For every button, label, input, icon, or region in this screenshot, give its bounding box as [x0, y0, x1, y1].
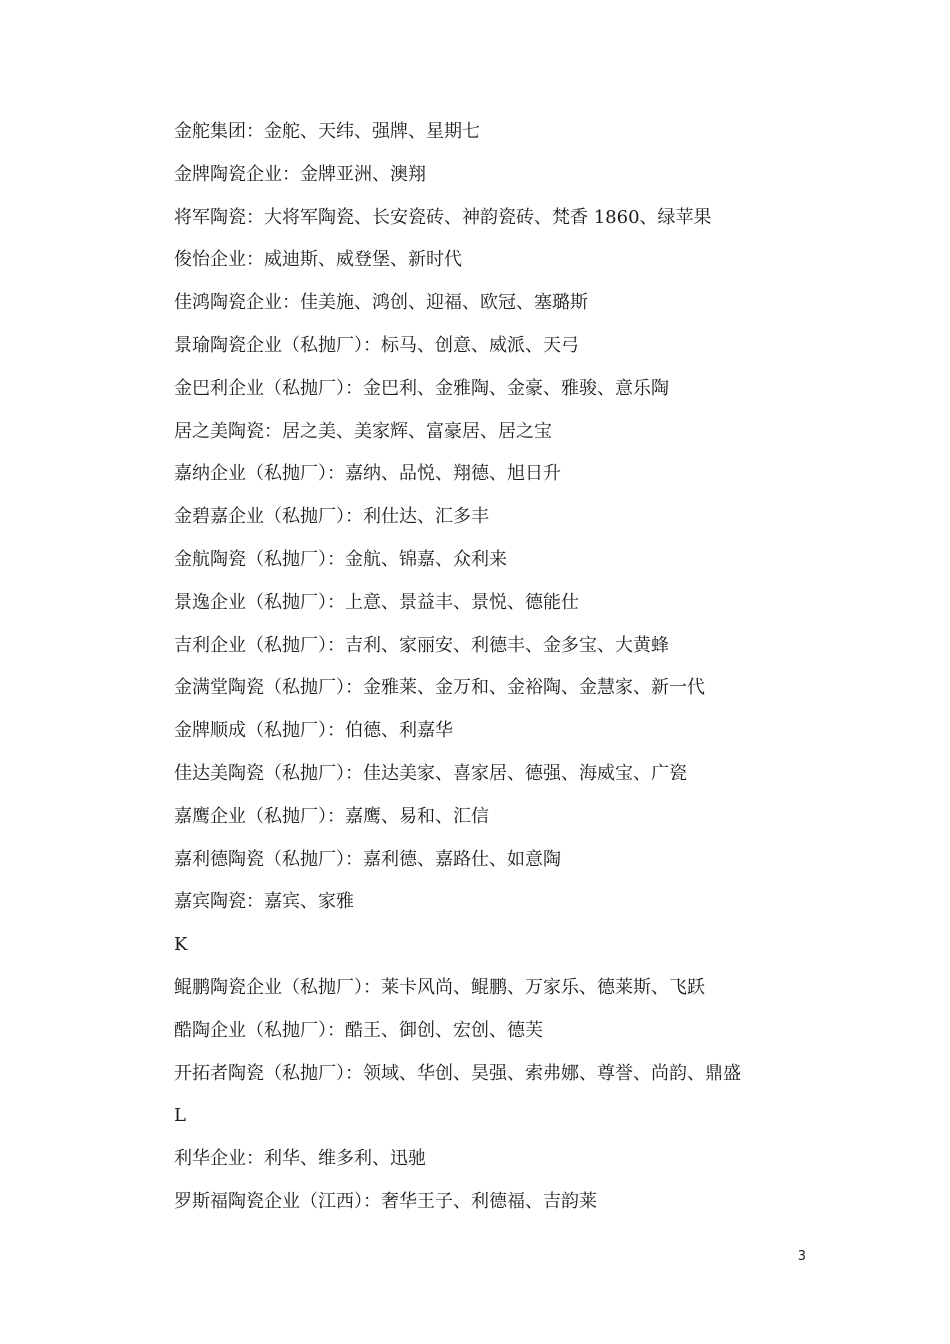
list-item: 吉利企业（私抛厂）：吉利、家丽安、利德丰、金多宝、大黄蜂	[174, 634, 669, 656]
list-item: 佳鸿陶瓷企业：佳美施、鸿创、迎福、欧冠、塞璐斯	[174, 292, 588, 314]
section-letter-l: L	[174, 1105, 186, 1127]
section-letter-k: K	[174, 934, 188, 956]
list-item: 金巴利企业（私抛厂）：金巴利、金雅陶、金豪、雅骏、意乐陶	[174, 377, 669, 399]
list-item: 景逸企业（私抛厂）：上意、景益丰、景悦、德能仕	[174, 591, 579, 613]
list-item: 金舵集团：金舵、天纬、强牌、星期七	[174, 121, 480, 142]
list-item: 金牌顺成（私抛厂）：伯德、利嘉华	[174, 720, 453, 742]
list-item: 嘉宾陶瓷：嘉宾、家雅	[174, 891, 354, 913]
page-number: 3	[797, 1249, 806, 1264]
list-item: 居之美陶瓷：居之美、美家辉、富豪居、居之宝	[174, 420, 552, 442]
list-item: 佳达美陶瓷（私抛厂）：佳达美家、喜家居、德强、海威宝、广瓷	[174, 762, 687, 784]
list-item: 金满堂陶瓷（私抛厂）：金雅莱、金万和、金裕陶、金慧家、新一代	[174, 677, 705, 699]
list-item: 俊怡企业：威迪斯、威登堡、新时代	[174, 249, 462, 271]
list-item: 将军陶瓷：大将军陶瓷、长安瓷砖、神韵瓷砖、梵香 1860、绿苹果	[174, 206, 712, 228]
list-item: 嘉利德陶瓷（私抛厂）：嘉利德、嘉路仕、如意陶	[174, 848, 561, 870]
list-item: 金牌陶瓷企业：金牌亚洲、澳翔	[174, 163, 426, 185]
list-item: 罗斯福陶瓷企业（江西）：奢华王子、利德福、吉韵莱	[174, 1190, 597, 1212]
list-item: 嘉纳企业（私抛厂）：嘉纳、品悦、翔德、旭日升	[174, 463, 561, 485]
list-item: 金碧嘉企业（私抛厂）：利仕达、汇多丰	[174, 506, 489, 528]
brand-list	[174, 115, 874, 1228]
list-item: 景瑜陶瓷企业（私抛厂）：标马、创意、威派、天弓	[174, 334, 579, 356]
list-item: 金航陶瓷（私抛厂）：金航、锦嘉、众利来	[174, 548, 507, 570]
list-item: 鲲鹏陶瓷企业（私抛厂）：莱卡风尚、鲲鹏、万家乐、德莱斯、飞跃	[174, 976, 705, 998]
list-item: 利华企业：利华、维多利、迅驰	[174, 1148, 426, 1170]
list-item: 酷陶企业（私抛厂）：酷王、御创、宏创、德芙	[174, 1019, 543, 1041]
list-item: 嘉鹰企业（私抛厂）：嘉鹰、易和、汇信	[174, 805, 489, 827]
list-item: 开拓者陶瓷（私抛厂）：领域、华创、昊强、索弗娜、尊誉、尚韵、鼎盛	[174, 1062, 741, 1084]
